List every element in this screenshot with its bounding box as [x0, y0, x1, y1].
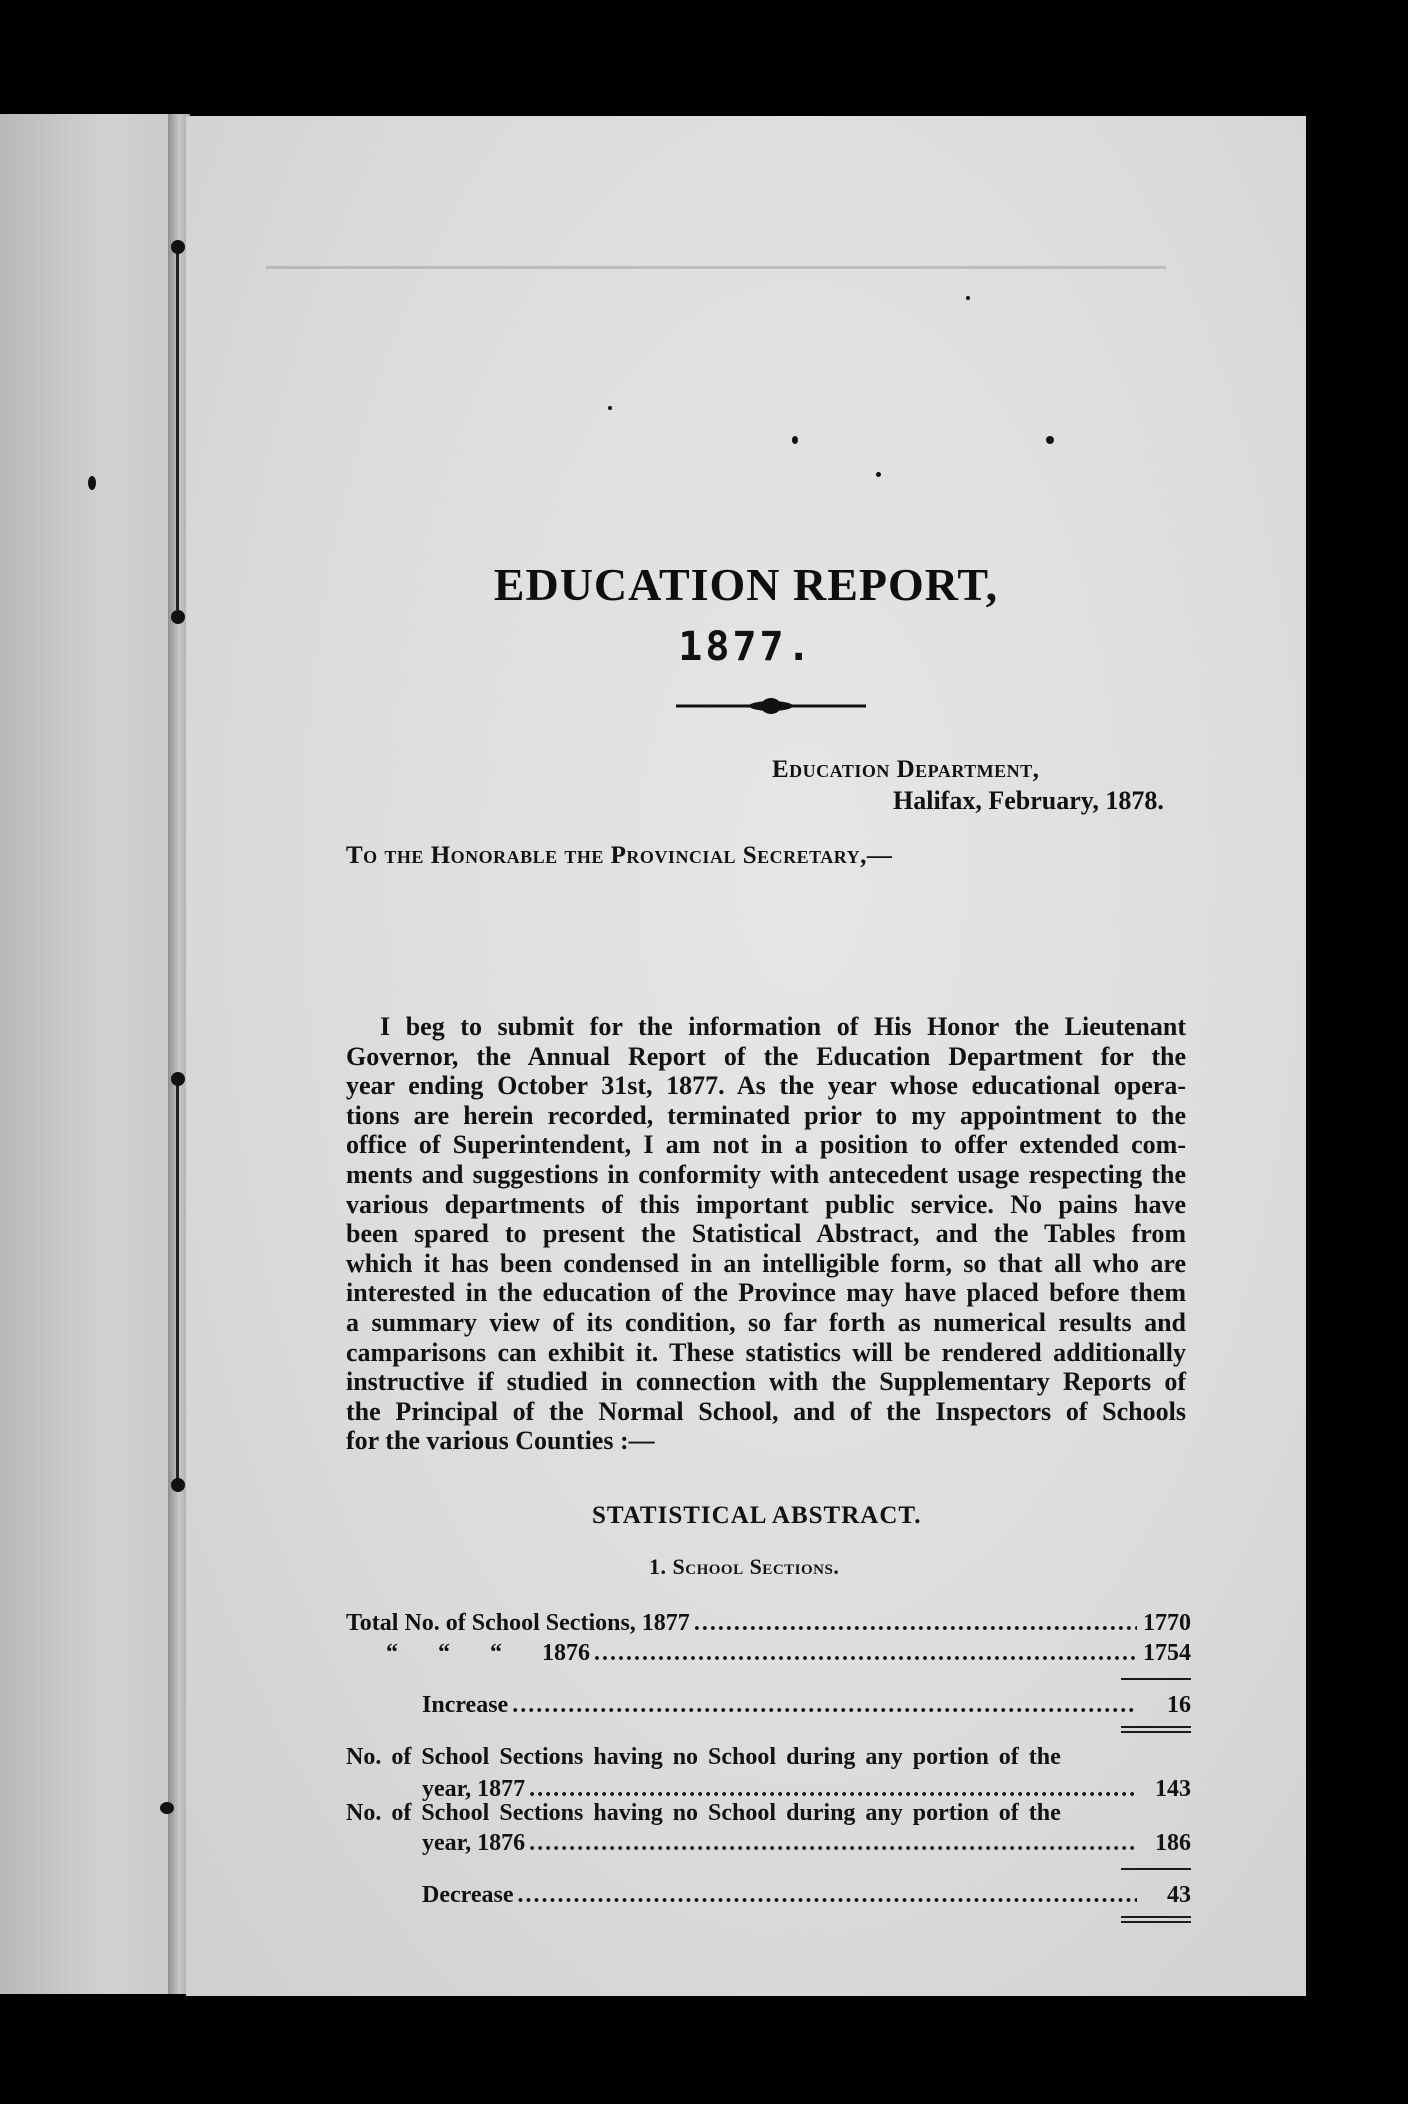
- decrease-row: [422, 1882, 1191, 1909]
- sum-rule: [1121, 1678, 1191, 1680]
- ornamental-rule: [676, 696, 866, 716]
- scan-speck: [1046, 436, 1054, 444]
- no-school-1877-value: 143: [1155, 1776, 1191, 1802]
- total-sections-1876-label: “ “ “ 1876: [386, 1640, 590, 1666]
- letter-line: ments and suggestions in conformity with antecedent usage respecting the: [346, 1159, 1186, 1189]
- letter-body: [346, 1012, 1186, 1456]
- no-school-1877-line1: No. of School Sections having no School during any portion of the: [346, 1744, 1061, 1770]
- leader-dots: [594, 1640, 1137, 1667]
- letter-line: for the various Counties :—: [346, 1426, 655, 1456]
- letter-line: interested in the education of the Province may have placed before them: [346, 1278, 1186, 1308]
- scan-speck: [88, 476, 96, 490]
- scan-speck: [876, 472, 881, 477]
- binding-knot-lower-top: [171, 1072, 185, 1086]
- letter-line: camparisons can exhibit it. These statistics will be rendered additionally: [346, 1337, 1186, 1367]
- scan-speck: [608, 406, 612, 410]
- abstract-heading: STATISTICAL ABSTRACT.: [592, 1502, 922, 1529]
- total-rule: [1121, 1916, 1191, 1918]
- salutation: To the Honorable the Provincial Secretary,—: [346, 842, 893, 869]
- binding-knot-upper-bottom: [171, 610, 185, 624]
- scan-speck: [792, 436, 798, 444]
- leader-dots: [518, 1882, 1138, 1909]
- letter-line: year ending October 31st, 1877. As the year whose educational opera-: [346, 1071, 1186, 1101]
- no-school-1877-label: year, 1877: [422, 1776, 526, 1802]
- total-sections-1877-row: [346, 1610, 1191, 1637]
- document-page: [186, 116, 1306, 1996]
- total-rule: [1121, 1731, 1191, 1733]
- sum-rule: [1121, 1868, 1191, 1870]
- binding-knot-upper-top: [171, 240, 185, 254]
- report-title: EDUCATION REPORT,: [493, 559, 999, 610]
- letter-line: which it has been condensed in an intelligible form, so that all who are: [346, 1248, 1186, 1278]
- left-page-edge: [0, 114, 180, 1994]
- no-school-1876-row: [422, 1830, 1191, 1857]
- letter-line: I beg to submit for the information of His Honor the Lieutenant: [380, 1012, 1186, 1041]
- letter-line: office of Superintendent, I am not in a position to offer extended com-: [346, 1130, 1186, 1160]
- letter-line: the Principal of the Normal School, and of the Inspectors of Schools: [346, 1396, 1186, 1426]
- binding-thread-upper: [176, 250, 179, 610]
- increase-label: Increase: [422, 1692, 509, 1718]
- no-school-1876-value: 186: [1155, 1830, 1191, 1856]
- leader-dots: [694, 1610, 1137, 1637]
- department-name: Education Department,: [772, 756, 1040, 783]
- no-school-1876-label: year, 1876: [422, 1830, 526, 1856]
- binding-thread-lower: [176, 1080, 179, 1480]
- letter-line: instructive if studied in connection with the Supplementary Reports of: [346, 1367, 1186, 1397]
- no-school-1877-row: [422, 1776, 1191, 1803]
- total-rule: [1121, 1921, 1191, 1923]
- increase-value: 16: [1167, 1692, 1191, 1718]
- section-heading: 1. School Sections.: [649, 1554, 840, 1579]
- total-sections-1876-value: 1754: [1143, 1640, 1191, 1666]
- letter-line: tions are herein recorded, terminated prior to my appointment to the: [346, 1100, 1186, 1130]
- leader-dots: [529, 1776, 1137, 1803]
- scan-speck: [160, 1802, 174, 1814]
- increase-row: [422, 1692, 1191, 1719]
- letter-line: Governor, the Annual Report of the Education Department for the: [346, 1041, 1186, 1071]
- decrease-value: 43: [1167, 1882, 1191, 1908]
- decrease-label: Decrease: [422, 1882, 514, 1908]
- show-through-bleed: [266, 266, 1166, 269]
- total-rule: [1121, 1726, 1191, 1728]
- no-school-1876-line1: No. of School Sections having no School during any portion of the: [346, 1800, 1061, 1826]
- report-year: 1877.: [678, 624, 814, 670]
- total-sections-1877-label: Total No. of School Sections, 1877: [346, 1610, 690, 1636]
- total-sections-1876-row: [386, 1640, 1191, 1667]
- binding-knot-lower-bottom: [171, 1478, 185, 1492]
- leader-dots: [512, 1692, 1137, 1719]
- total-sections-1877-value: 1770: [1143, 1610, 1191, 1636]
- leader-dots: [529, 1830, 1137, 1857]
- letter-line: a summary view of its condition, so far forth as numerical results and: [346, 1307, 1186, 1337]
- place-and-date: Halifax, February, 1878.: [893, 786, 1164, 815]
- letter-line: various departments of this important public service. No pains have: [346, 1189, 1186, 1219]
- letter-line: been spared to present the Statistical Abstract, and the Tables from: [346, 1219, 1186, 1249]
- scan-speck: [966, 296, 970, 300]
